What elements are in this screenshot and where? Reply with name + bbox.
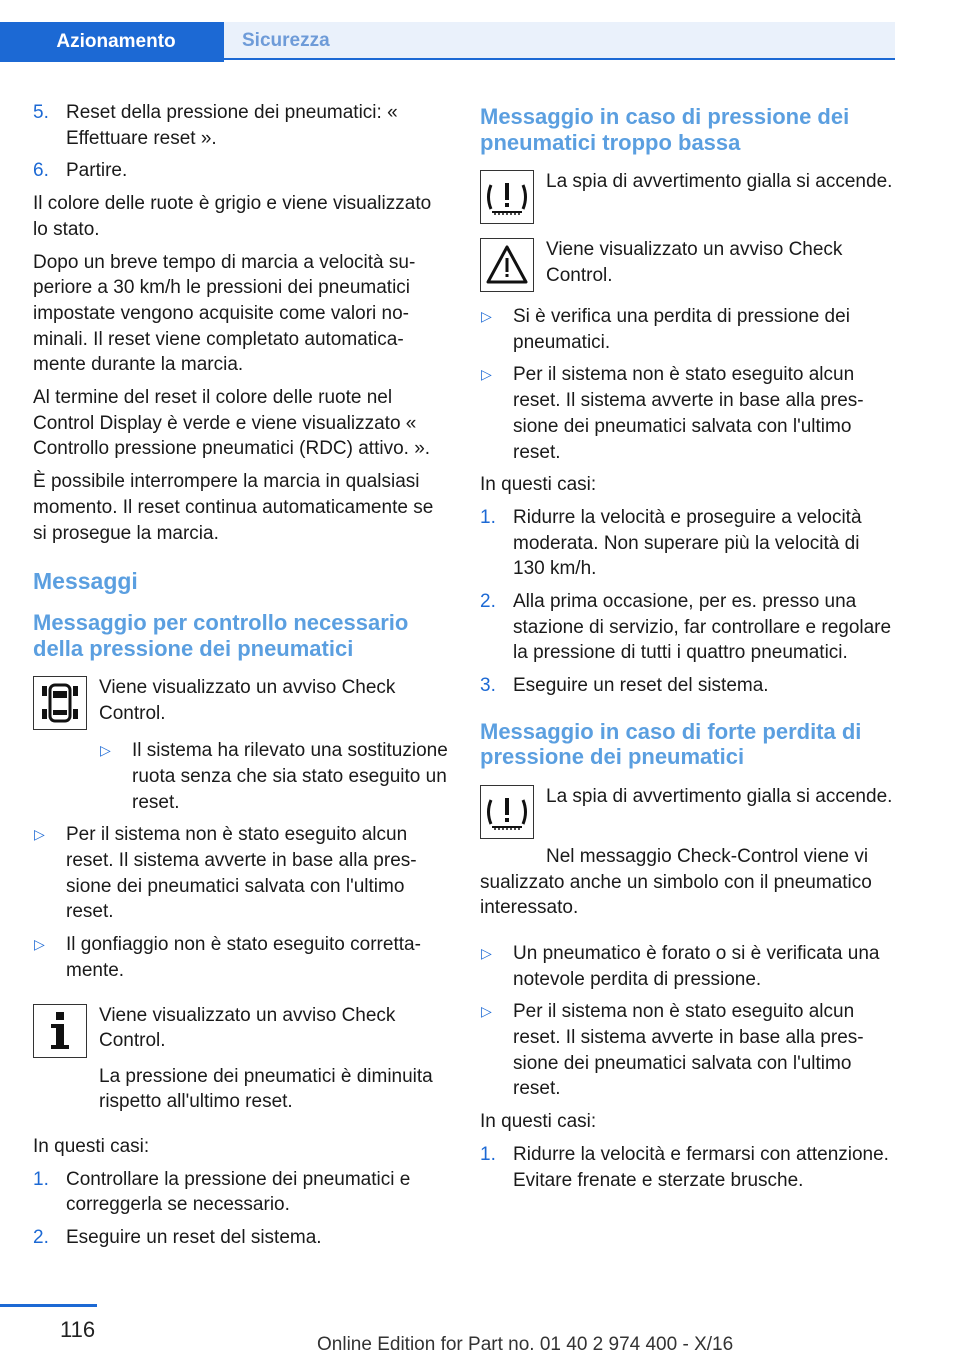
step-text: Alla prima occasione, per es. presso una stazione di servizio, far controllare e regolare la pressione di tutti i quattro pneumatici.	[513, 591, 892, 664]
bullet-text: Per il sistema non è stato eseguito alcun reset. Il sistema avverte in base alla pressione dei pneumatici salvata con l'ultimo reset.	[513, 1001, 864, 1100]
paragraph: sualizzato anche un simbolo con il pneumatico interessato.	[480, 871, 872, 919]
bullet-item	[480, 304, 895, 355]
step-item	[480, 505, 895, 582]
step-number: 2.	[480, 591, 496, 613]
bullet-text: Il sistema ha rilevato una sostituzione ruota senza che sia stato eseguito un reset.	[132, 740, 448, 813]
step-item	[480, 1142, 895, 1193]
heading-forte-perdita: Messaggio in caso di forte perdita di pressione dei pneumatici	[480, 718, 862, 770]
tire-pressure-warning-icon	[480, 785, 534, 839]
step-text: Ridurre la velocità e proseguire a velocità moderata. Non superare più la velocità di 130 km/h.	[513, 506, 862, 580]
paragraph: In questi casi:	[480, 474, 597, 496]
step-number: 1.	[480, 506, 496, 528]
bullet-triangle-icon: ▷	[481, 944, 492, 961]
step-text: Eseguire un reset del sistema.	[66, 1227, 322, 1249]
section-tabs	[0, 22, 895, 62]
step-number: 1.	[33, 1168, 49, 1190]
icon-message-text: La spia di avvertimento gialla si accende.	[546, 171, 893, 192]
step-item	[33, 100, 448, 151]
paragraph: In questi casi:	[33, 1135, 150, 1157]
paragraph: Il colore delle ruote è grigio e viene visualizzato lo stato.	[33, 193, 432, 240]
bullet-item	[33, 822, 448, 925]
bullet-item	[480, 941, 895, 992]
paragraph: In questi casi:	[480, 1111, 597, 1133]
bullet-text: Un pneumatico è forato o si è verificata una notevole perdita di pressione.	[513, 942, 880, 990]
step-item	[480, 673, 895, 699]
icon-message-row	[480, 169, 895, 225]
paragraph: La pressione dei pneumatici è diminuita rispetto all'ultimo reset.	[99, 1065, 433, 1113]
info-icon	[33, 1004, 87, 1058]
step-item	[33, 158, 448, 184]
step-text: Ridurre la velocità e fermarsi con attenzione. Evitare frenate e sterzate brusche.	[513, 1143, 889, 1191]
icon-message-text: La spia di avvertimento gialla si accende.	[546, 785, 893, 807]
step-number: 6.	[33, 160, 49, 182]
bullet-item	[99, 738, 448, 815]
bullet-text: Per il sistema non è stato eseguito alcun reset. Il sistema avverte in base alla pressione dei pneumatici salvata con l'ultimo reset.	[513, 364, 864, 463]
bullet-text: Si è verifica una perdita di pressione dei pneumatici.	[513, 306, 850, 353]
step-text: Eseguire un reset del sistema.	[513, 675, 769, 697]
bullet-item	[480, 999, 895, 1102]
car-tire-check-icon	[33, 676, 87, 730]
bullet-triangle-icon: ▷	[481, 308, 492, 324]
bullet-text: Per il sistema non è stato eseguito alcun reset. Il sistema avverte in base alla pressione dei pneumatici salvata con l'ultimo reset.	[66, 824, 417, 923]
bullet-triangle-icon: ▷	[481, 366, 492, 383]
tab-sicurezza[interactable]: Sicurezza	[224, 22, 895, 60]
left-column	[33, 100, 448, 1258]
heading-controllo-necessario: Messaggio per controllo necessario della pressione dei pneumatici	[33, 610, 409, 661]
page-number: 116	[60, 1317, 96, 1342]
icon-message-text: Viene visualizzato un avviso Check Control.	[99, 677, 396, 724]
step-text: Controllare la pressione dei pneumatici e correggerla se necessario.	[66, 1168, 411, 1216]
right-column	[480, 100, 895, 1200]
edition-footer: Online Edition for Part no. 01 40 2 974 400 - X/16	[317, 1334, 734, 1355]
icon-message-row	[480, 237, 895, 293]
tab-azionamento[interactable]: Azionamento	[0, 22, 224, 62]
paragraph: È possibile interrompere la marcia in qualsiasi momento. Il reset continua automaticamente se si prosegue la marcia.	[33, 471, 434, 544]
step-item	[33, 1167, 448, 1218]
paragraph: Al termine del reset il colore delle ruote nel Control Display è verde e viene visualizzato « Controllo pressione pneumatici (RDC) attivo. ».	[33, 387, 431, 460]
icon-message-row	[480, 784, 895, 840]
bullet-item	[33, 932, 448, 983]
heading-messaggi: Messaggi	[33, 568, 138, 595]
step-number: 3.	[480, 675, 496, 697]
paragraph: Dopo un breve tempo di marcia a velocità superiore a 30 km/h le pressioni dei pneumatici impostate vengono acquisite come valori nominali. Il reset viene completato automaticamente durante la marcia.	[33, 251, 416, 376]
bullet-triangle-icon: ▷	[34, 936, 45, 953]
step-text: Partire.	[66, 160, 128, 182]
bullet-triangle-icon: ▷	[34, 826, 45, 843]
tire-pressure-warning-icon	[480, 170, 534, 224]
step-number: 2.	[33, 1227, 49, 1249]
step-item	[33, 1225, 448, 1251]
step-text: Reset della pressione dei pneumatici: « Effettuare reset ».	[66, 102, 398, 149]
icon-message-row	[33, 675, 448, 731]
icon-message-text: Viene visualizzato un avviso Check Control.	[99, 1004, 396, 1052]
bullet-item	[480, 362, 895, 465]
step-number: 1.	[480, 1143, 496, 1165]
paragraph-line: Nel messaggio Check-Control viene vi	[546, 845, 869, 867]
heading-pressione-bassa: Messaggio in caso di pressione dei pneumatici troppo bassa	[480, 104, 850, 155]
bullet-triangle-icon: ▷	[481, 1003, 492, 1020]
bullet-text: Il gonfiaggio non è stato eseguito correttamente.	[66, 934, 421, 981]
warning-triangle-icon	[480, 238, 534, 292]
bullet-triangle-icon: ▷	[100, 742, 111, 759]
step-number: 5.	[33, 102, 49, 123]
footer-rule	[0, 1304, 97, 1307]
icon-message-row	[33, 1003, 448, 1059]
icon-message-text: Viene visualizzato un avviso Check Control.	[546, 239, 843, 286]
step-item	[480, 589, 895, 666]
